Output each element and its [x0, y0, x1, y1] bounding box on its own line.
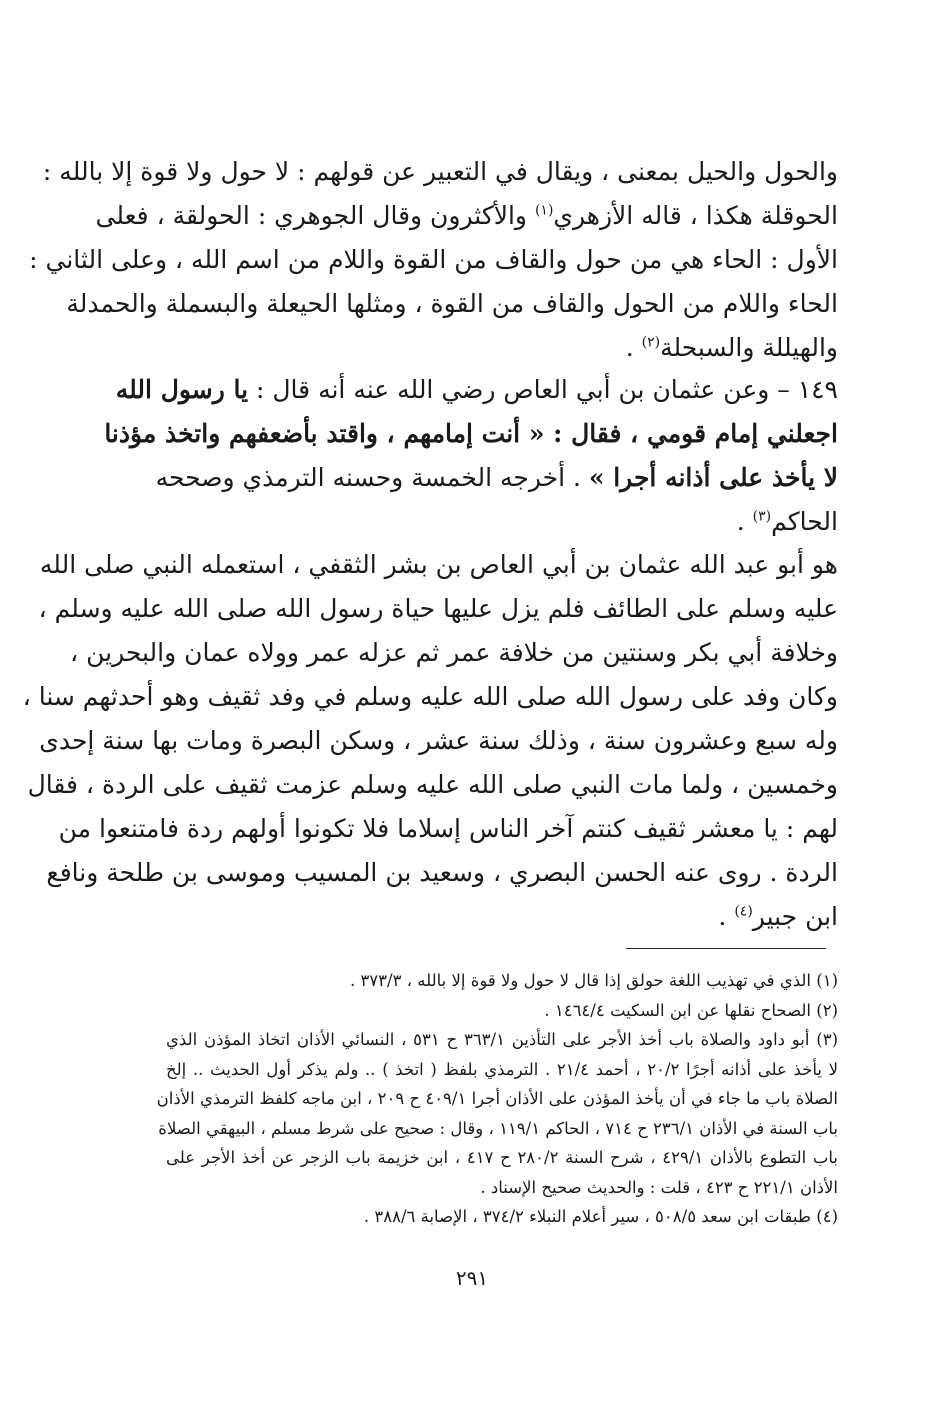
text-line: وخمسين ، ولما مات النبي صلى الله عليه وسلم عزمت ثقيف على الردة ، فقال [27, 770, 838, 799]
footnote-ref: (٤) [734, 903, 753, 920]
text-line [166, 895, 838, 939]
hadith-quote: لا يأخذ على أذانه أجرا » [588, 463, 838, 492]
text-line: الحاء واللام من الحول والقاف من القوة ، ومثلها الحيعلة والبسملة والحمدلة [66, 289, 838, 318]
text-segment: الحوقلة هكذا ، قاله الأزهري [553, 201, 838, 230]
text-segment: . [718, 902, 735, 931]
text-line [115, 368, 838, 412]
text-segment: . [736, 507, 753, 536]
footnote-3-cont: لا يأخذ على أذانه أجرًا ٢٠/٢ ، أحمد ٢١/٤ . الترمذي بلفظ ( اتخذ ) .. ولم يذكر أول الحديث .. إلخ [166, 1059, 839, 1079]
footnote-3-cont: باب التطوع بالأذان ٤٢٩/١ ، شرح السنة ٢٨٠/٢ ح ٤١٧ ، ابن خزيمة باب الزجر عن أخذ الأجر على [166, 1148, 839, 1167]
text-line: الأول : الحاء هي من حول والقاف من القوة واللام من اسم الله ، وعلى الثاني : [29, 245, 838, 274]
footnotes [156, 966, 839, 1232]
text-line [166, 500, 838, 544]
footnote-ref: (١) [534, 202, 554, 219]
text-segment: والأكثرون وقال الجوهري : الحولقة ، فعلى [95, 201, 527, 230]
footnote-2: (٢) الصحاح نقلها عن ابن السكيت ١٤٦٤/٤ . [544, 1000, 838, 1020]
paragraph-biography [22, 543, 838, 939]
hadith-source: . أخرجه الخمسة وحسنه الترمذي وصححه [155, 463, 589, 492]
text-segment: الحاكم [771, 507, 838, 536]
text-line: وكان وفد على رسول الله صلى الله عليه وسلم في وفد ثقيف وهو أحدثهم سنا ، [22, 682, 838, 711]
text-line: الردة . روى عنه الحسن البصري ، وسعيد بن المسيب وموسى بن طلحة ونافع [46, 858, 838, 887]
text-segment: ابن جبير [752, 902, 838, 931]
footnote-3: (٣) أبو داود والصلاة باب أخذ الأجر على التأذين ٣٦٣/١ ح ٥٣١ ، النسائي الأذان اتخاذ المؤذن الذي [166, 1030, 838, 1049]
text-segment: والهيللة والسبحلة [660, 333, 838, 362]
paragraph-hawqala [29, 150, 838, 370]
footnote-1: (١) الذي في تهذيب اللغة حولق إذا قال لا حول ولا قوة إلا بالله ، ٣٧٣/٣ . [349, 971, 838, 990]
footnote-3-cont: الأذان ٢٢١/١ ح ٤٢٣ ، قلت : والحديث صحيح الإسناد . [480, 1177, 838, 1197]
text-line [155, 456, 838, 500]
text-line: وخلافة أبي بكر وسنتين من خلافة عمر ثم عزله عمر وولاه عمان والبحرين ، [70, 638, 838, 667]
text-line: عليه وسلم على الطائف فلم يزل عليها حياة رسول الله صلى الله عليه وسلم ، [38, 594, 838, 623]
text-line [95, 194, 838, 238]
text-line: لهم : يا معشر ثقيف كنتم آخر الناس إسلاما فلا تكونوا أولهم ردة فامتنعوا من [58, 814, 838, 843]
text-line [166, 326, 838, 370]
text-line: والحول والحيل بمعنى ، ويقال في التعبير عن قولهم : لا حول ولا قوة إلا بالله : [42, 157, 838, 186]
text-line: وله سبع وعشرون سنة ، وذلك سنة عشر ، وسكن البصرة ومات بها سنة إحدى [39, 726, 838, 755]
text-line: هو أبو عبد الله عثمان بن أبي العاص بن بشر الثقفي ، استعمله النبي صلى الله [39, 550, 838, 579]
hadith-quote: يا رسول الله [115, 375, 249, 404]
footnote-4: (٤) طبقات ابن سعد ٥٠٨/٥ ، سير أعلام النبلاء ٣٧٤/٢ ، الإصابة ٣٨٨/٦ . [363, 1207, 838, 1226]
page-number: ٢٩١ [455, 1266, 489, 1290]
text-segment: . [625, 333, 642, 362]
footnote-3-cont: باب السنة في الأذان ٢٣٦/١ ح ٧١٤ ، الحاكم ١١٩/١ ، وقال : صحيح على شرط مسلم ، البيهقي الصلاة [158, 1118, 838, 1138]
footnote-3-cont: الصلاة باب ما جاء في أن يأخذ المؤذن على الأذان أجرا ٤٠٩/١ ح ٢٠٩ ، ابن ماجه كلفظ الترمذي الأذان [156, 1089, 838, 1108]
hadith-quote: اجعلني إمام قومي ، فقال : « أنت إمامهم ، واقتد بأضعفهم واتخذ مؤذنا [104, 419, 838, 448]
hadith-149 [104, 368, 838, 544]
hadith-intro: ١٤٩ – وعن عثمان بن أبي العاص رضي الله عنه أنه قال : [248, 375, 838, 404]
footnote-ref: (٣) [752, 508, 772, 525]
footnote-separator [626, 948, 826, 949]
footnote-ref: (٢) [641, 334, 661, 351]
